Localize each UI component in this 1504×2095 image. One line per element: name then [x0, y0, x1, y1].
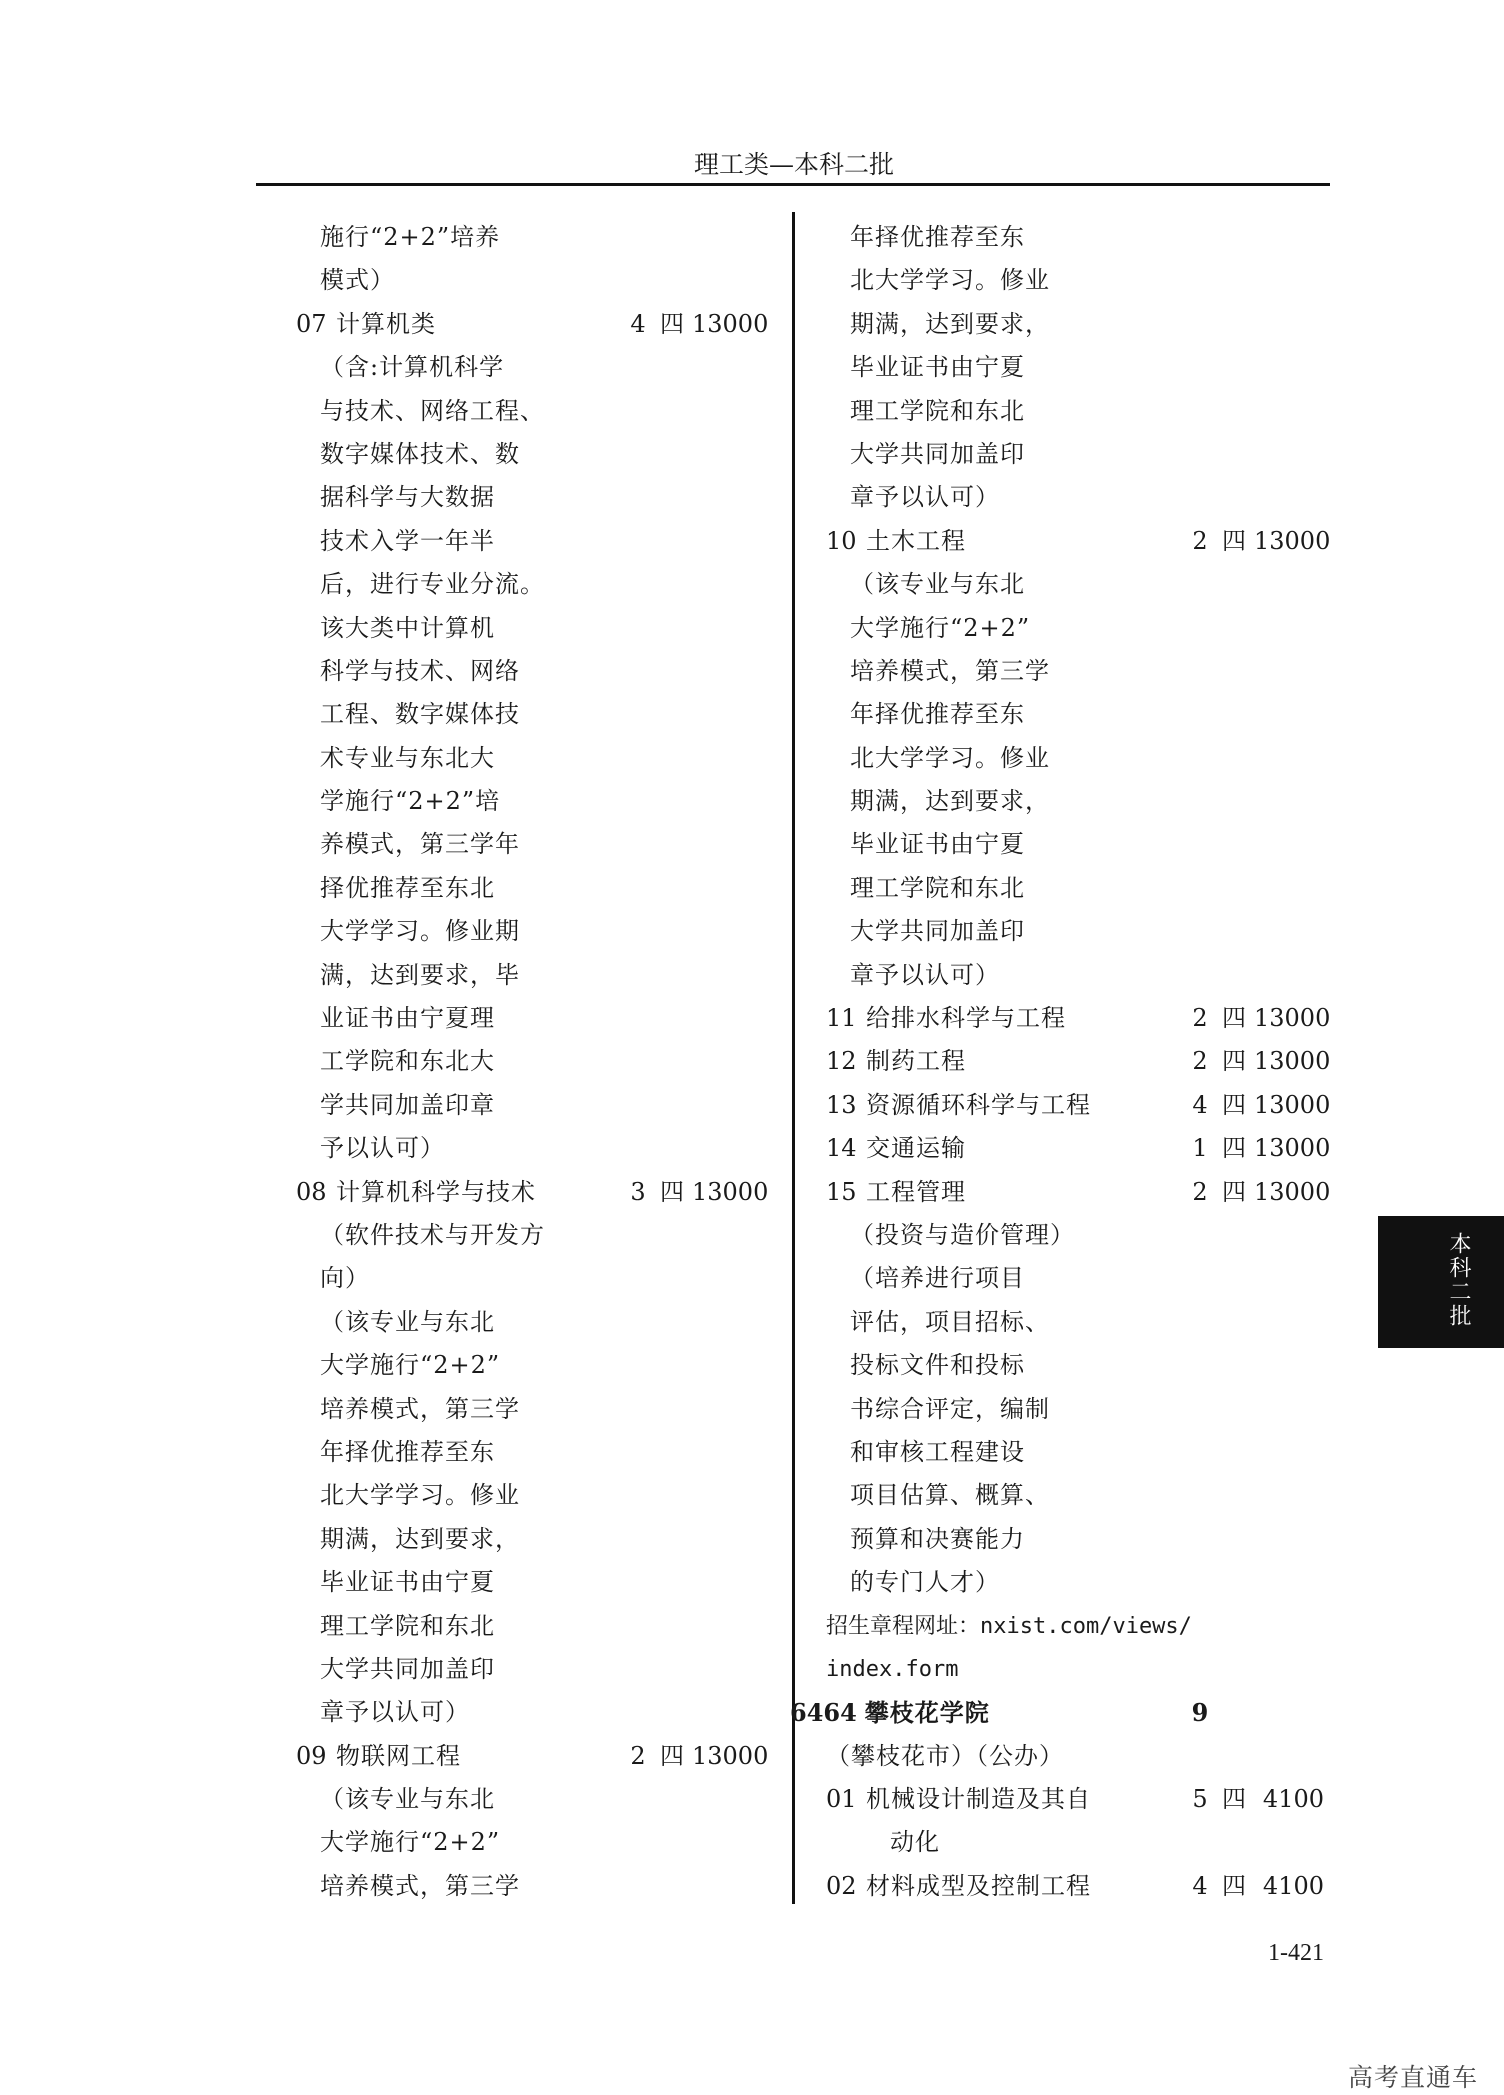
tuition-fee: 13000 [1254, 1004, 1331, 1033]
major-name: 机械设计制造及其自 [866, 1785, 1091, 1814]
school-stats [1186, 1691, 1214, 1734]
major-name-continued: 动化 [890, 1828, 940, 1857]
major-stats [1186, 1171, 1331, 1214]
study-years: 四 [1222, 1090, 1246, 1119]
major-note-line: （该专业与东北 [320, 1307, 495, 1336]
major-row [826, 1084, 1331, 1127]
major-stats [624, 1171, 769, 1214]
tuition-fee: 13000 [1254, 526, 1331, 555]
major-note-line: 大学施行“2+2” [320, 1828, 501, 1857]
major-note-line: （投资与造价管理） [850, 1220, 1075, 1249]
school-enrollment-count: 9 [1191, 1698, 1209, 1728]
major-note-line: 培养模式，第三学 [320, 1871, 520, 1900]
tuition-fee: 13000 [1254, 1047, 1331, 1076]
major-stats [1186, 520, 1331, 563]
major-name: 给排水科学与工程 [866, 1004, 1066, 1033]
major-row [826, 1171, 1331, 1214]
school-location: （攀枝花市）（公办） [826, 1741, 1064, 1770]
study-years: 四 [1222, 1871, 1246, 1900]
major-code: 01 [826, 1785, 857, 1814]
major-note-line: 评估，项目招标、 [850, 1307, 1050, 1336]
major-name: 工程管理 [866, 1177, 966, 1206]
major-row [296, 303, 772, 346]
major-row [826, 1778, 1326, 1821]
school-row [790, 1691, 1326, 1734]
study-years: 四 [1222, 1785, 1246, 1814]
major-note-line: 年择优推荐至东 [320, 1437, 495, 1466]
major-note-line: 数字媒体技术、数 [320, 439, 520, 468]
admission-url-line: 招生章程网址：nxist.com/views/ [826, 1613, 1192, 1639]
study-years: 四 [1222, 1134, 1246, 1163]
major-code: 09 [296, 1741, 327, 1770]
major-note-line: 工程、数字媒体技 [320, 700, 520, 729]
major-note-line: 大学共同加盖印 [850, 439, 1025, 468]
major-note-line: 预算和决赛能力 [850, 1524, 1025, 1553]
page-number: 1-421 [1268, 1940, 1324, 1966]
left-column [296, 216, 772, 1908]
major-stats [1186, 1127, 1331, 1170]
major-code: 07 [296, 309, 327, 338]
major-note-line: 业证书由宁夏理 [320, 1004, 495, 1033]
major-name: 物联网工程 [336, 1741, 461, 1770]
major-note-line: 施行“2+2”培养 [320, 223, 501, 251]
tuition-fee: 13000 [1254, 1090, 1331, 1119]
major-note-line: 北大学学习。修业 [850, 266, 1050, 295]
major-note-line: 章予以认可） [850, 483, 1000, 512]
enrollment-count: 4 [1192, 1871, 1208, 1900]
major-name: 计算机类 [336, 309, 436, 338]
side-tab-label: 本科二批 [1446, 1232, 1471, 1328]
major-note-line: 据科学与大数据 [320, 483, 495, 512]
enrollment-count: 2 [1192, 1047, 1208, 1076]
major-note-line: 的专门人才） [850, 1568, 1000, 1597]
major-note-line: 毕业证书由宁夏 [850, 353, 1025, 382]
major-note-line: 满，达到要求，毕 [320, 960, 520, 989]
tuition-fee: 13000 [1254, 1177, 1331, 1206]
enrollment-count: 5 [1192, 1785, 1208, 1814]
major-name: 土木工程 [866, 526, 966, 555]
tuition-fee: 13000 [692, 1741, 769, 1770]
major-code: 12 [826, 1047, 857, 1076]
major-name: 制药工程 [866, 1047, 966, 1076]
major-note-line: 该大类中计算机 [320, 613, 495, 642]
major-note-line: 章予以认可） [320, 1698, 470, 1727]
major-note-line: 学共同加盖印章 [320, 1090, 495, 1119]
study-years: 四 [660, 1177, 684, 1206]
major-code: 08 [296, 1177, 327, 1206]
major-note-line: 毕业证书由宁夏 [850, 830, 1025, 859]
major-row [296, 1735, 772, 1778]
major-stats [624, 1735, 769, 1778]
major-note-line: 技术入学一年半 [320, 526, 495, 555]
enrollment-count: 2 [1192, 1177, 1208, 1206]
major-note-line: 书综合评定，编制 [850, 1394, 1050, 1423]
major-code: 10 [826, 526, 857, 555]
study-years: 四 [660, 1741, 684, 1770]
header-rule [256, 183, 1330, 186]
major-note-line: 毕业证书由宁夏 [320, 1568, 495, 1597]
right-column [790, 216, 1331, 1908]
study-years: 四 [1222, 1004, 1246, 1033]
study-years: 四 [1222, 1177, 1246, 1206]
major-note-line: 与技术、网络工程、 [320, 396, 545, 425]
major-code: 13 [826, 1090, 857, 1119]
tuition-fee: 13000 [1254, 1134, 1331, 1163]
major-name: 计算机科学与技术 [336, 1177, 536, 1206]
column-divider [792, 212, 795, 1904]
major-note-line: 项目估算、概算、 [850, 1481, 1050, 1510]
major-note-line: 大学共同加盖印 [850, 917, 1025, 946]
major-row [826, 1040, 1331, 1083]
major-stats [1186, 1040, 1331, 1083]
tuition-fee: 13000 [692, 309, 769, 338]
major-note-line: 理工学院和东北 [320, 1611, 495, 1640]
major-note-line: 培养模式，第三学 [320, 1394, 520, 1423]
major-stats [624, 303, 769, 346]
major-note-line: 大学共同加盖印 [320, 1654, 495, 1683]
major-note-line: 后，进行专业分流。 [320, 570, 545, 599]
major-note-line: 向） [320, 1264, 370, 1293]
watermark: 高考直通车 [1347, 2063, 1478, 2092]
study-years: 四 [660, 309, 684, 338]
major-note-line: 工学院和东北大 [320, 1047, 495, 1076]
major-note-line: 学施行“2+2”培 [320, 787, 501, 816]
enrollment-count: 2 [1192, 526, 1208, 555]
major-note-line: （该专业与东北 [320, 1785, 495, 1814]
study-years: 四 [1222, 526, 1246, 555]
major-code: 11 [826, 1004, 857, 1033]
major-note-line: 术专业与东北大 [320, 743, 495, 772]
tuition-fee: 13000 [692, 1177, 769, 1206]
major-name: 资源循环科学与工程 [866, 1090, 1091, 1119]
major-note-line: （培养进行项目 [850, 1264, 1025, 1293]
major-note-line: 年择优推荐至东 [850, 700, 1025, 729]
major-row [826, 1865, 1326, 1908]
school-name: 攀枝花学院 [864, 1698, 990, 1728]
major-note-line: 和审核工程建设 [850, 1437, 1025, 1466]
major-note-line: 科学与技术、网络 [320, 656, 520, 685]
major-row [826, 997, 1331, 1040]
enrollment-count: 2 [630, 1741, 646, 1770]
major-note-line: 培养模式，第三学 [850, 656, 1050, 685]
enrollment-count: 4 [1192, 1090, 1208, 1119]
section-side-tab [1378, 1216, 1504, 1348]
major-note-line: 期满，达到要求， [320, 1524, 520, 1553]
major-note-line: 予以认可） [320, 1134, 445, 1163]
major-row [826, 1127, 1331, 1170]
major-note-line: （软件技术与开发方 [320, 1220, 545, 1249]
major-stats [1186, 997, 1331, 1040]
major-stats [1186, 1084, 1331, 1127]
major-note-line: 大学施行“2+2” [850, 613, 1031, 642]
tuition-fee: 4100 [1262, 1785, 1324, 1814]
major-stats [1186, 1865, 1324, 1908]
major-note-line: 年择优推荐至东 [850, 223, 1025, 251]
major-note-line: 大学施行“2+2” [320, 1351, 501, 1380]
enrollment-count: 4 [630, 309, 646, 338]
major-code: 15 [826, 1177, 857, 1206]
major-code: 02 [826, 1871, 857, 1900]
enrollment-count: 1 [1192, 1134, 1208, 1163]
major-note-line: 投标文件和投标 [850, 1351, 1025, 1380]
admission-url-line: index.form [826, 1656, 959, 1682]
page-header-title: 理工类—本科二批 [693, 150, 894, 179]
study-years: 四 [1222, 1047, 1246, 1076]
major-note-line: 章予以认可） [850, 960, 1000, 989]
major-row [296, 1171, 772, 1214]
major-name: 交通运输 [866, 1134, 966, 1163]
enrollment-count: 3 [630, 1177, 646, 1206]
major-note-line: 期满，达到要求， [850, 309, 1050, 338]
major-note-line: 模式） [320, 266, 395, 295]
tuition-fee: 4100 [1262, 1871, 1324, 1900]
major-note-line: 大学学习。修业期 [320, 917, 520, 946]
major-note-line: 期满，达到要求， [850, 787, 1050, 816]
major-note-line: 理工学院和东北 [850, 873, 1025, 902]
major-code: 14 [826, 1134, 857, 1163]
major-note-line: 理工学院和东北 [850, 396, 1025, 425]
major-name: 材料成型及控制工程 [866, 1871, 1091, 1900]
enrollment-count: 2 [1192, 1004, 1208, 1033]
major-note-line: （含:计算机科学 [320, 353, 505, 382]
major-note-line: 养模式，第三学年 [320, 830, 520, 859]
major-note-line: 择优推荐至东北 [320, 873, 495, 902]
major-row [826, 520, 1331, 563]
major-note-line: （该专业与东北 [850, 570, 1025, 599]
major-note-line: 北大学学习。修业 [850, 743, 1050, 772]
school-code: 6464 [790, 1698, 857, 1728]
major-stats [1186, 1778, 1324, 1821]
major-note-line: 北大学学习。修业 [320, 1481, 520, 1510]
